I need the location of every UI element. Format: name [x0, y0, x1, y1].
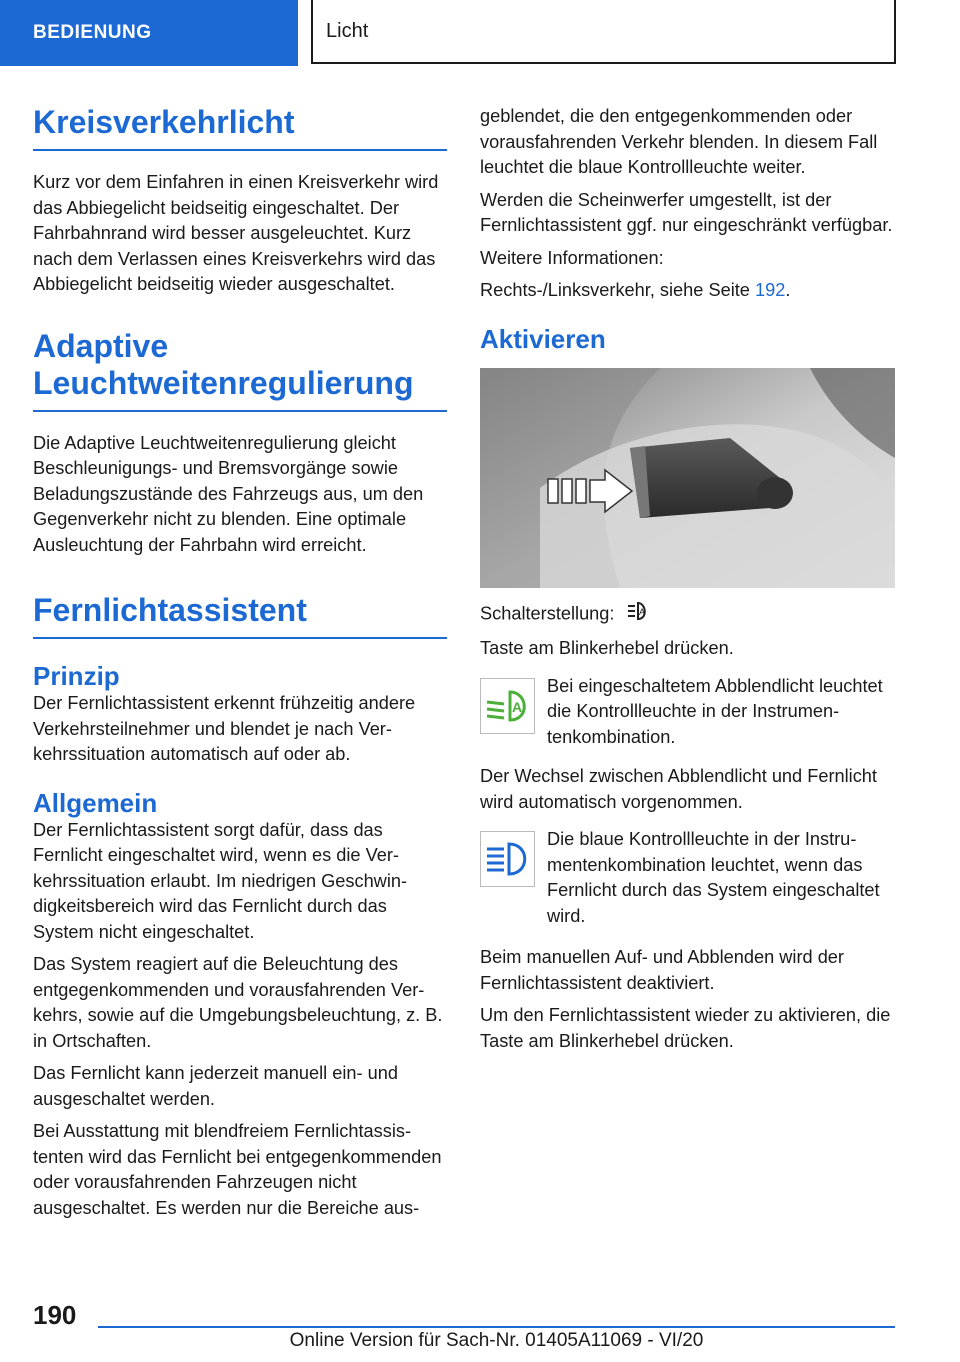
indicator-note-1-text: Bei eingeschaltetem Abblendlicht leuchtet die Kontrollleuchte in der Instrumentenkombination. — [547, 675, 883, 747]
heading-kreisverkehrlicht: Kreisverkehrlicht — [33, 104, 447, 151]
heading-allgemein: Allgemein — [33, 787, 158, 818]
indicator-note-2-text: Die blaue Kontrollleuchte in der Instrumentenkombination leuchtet, wenn das Fernlicht durch das System eingeschaltet wird. — [547, 829, 880, 926]
footer-divider — [98, 1326, 895, 1328]
section-tab — [0, 0, 298, 66]
paragraph-reaktivieren: Um den Fernlichtassistent wieder zu aktivieren, die Taste am Blinkerhebel drücken. — [480, 1005, 891, 1051]
rechts-links-end: . — [785, 280, 791, 300]
chapter-tab — [311, 0, 896, 64]
paragraph-rechts-links — [480, 278, 894, 304]
rechts-links-text: Rechts-/Linksverkehr, siehe Seite — [480, 280, 755, 300]
svg-text:A: A — [639, 606, 646, 617]
paragraph-prinzip: Der Fernlichtassistent erkennt frühzeitig andere Verkehrsteilnehmer und blendet je nach Verkehrssituation automatisch auf oder ab. — [33, 693, 416, 764]
paragraph-taste: Taste am Blinkerhebel drücken. — [480, 638, 734, 658]
chapter-label: Licht — [326, 19, 369, 42]
paragraph-adaptive: Die Adaptive Leuchtweitenregulierung gleicht Beschleunigungs- und Bremsvorgänge sowie Beladungszustände des Fahrzeugs aus, um den Gegenverkehr nicht zu blenden. Eine optimale Ausleuchtung der Fahrbahn wird erreicht. — [33, 432, 424, 555]
indicator-note-1 — [480, 674, 894, 751]
heading-adaptive-line1: Adaptive — [33, 327, 169, 364]
paragraph-weitere: Weitere Informationen: — [480, 247, 664, 268]
green-headlight-icon — [480, 678, 535, 734]
heading-fernlichtassistent: Fernlichtassistent — [33, 592, 447, 639]
paragraph-wechsel: Der Wechsel zwischen Abblendlicht und Fernlicht wird automatisch vorgenommen. — [480, 766, 877, 812]
paragraph-continued: geblendet, die den entgegenkommenden oder vorausfahrenden Verkehr blenden. In diesem Fall leuchtet die blaue Kontrollleuchte weiter. — [480, 106, 878, 177]
blue-high-beam-icon — [480, 831, 535, 887]
auto-high-beam-icon — [626, 600, 650, 630]
paragraph-allgemein-2: Das System reagiert auf die Beleuchtung des entgegenkommenden und vorausfahrenden Verkehrs, sowie auf die Umgebungsbeleuchtung, z. B. in Ortschaften. — [33, 954, 443, 1051]
paragraph-umgestellt: Werden die Scheinwerfer umgestellt, ist der Fernlichtassistent ggf. nur eingeschränkt verfügbar. — [480, 189, 893, 235]
section-label: BEDIENUNG — [33, 22, 152, 43]
blinker-lever-illustration — [480, 368, 895, 588]
footer-online-version: Online Version für Sach-Nr. 01405A11069 - VI/20 — [289, 1330, 704, 1351]
paragraph-allgemein-4: Bei Ausstattung mit blendfreiem Fernlichtassistenten wird das Fernlicht bei entgegenkommenden oder vorausfahrenden Fahrzeugen nicht ausgeschaltet. Es werden nur die Bereiche aus- — [33, 1121, 442, 1218]
paragraph-schalterstellung — [480, 600, 894, 630]
svg-text:A: A — [511, 698, 522, 715]
heading-aktivieren: Aktivieren — [480, 323, 606, 354]
heading-adaptive-line2: Leuchtweitenregulierung — [33, 365, 447, 412]
page-link-192[interactable]: 192 — [754, 280, 786, 300]
heading-prinzip: Prinzip — [33, 661, 120, 691]
paragraph-allgemein-1: Der Fernlichtassistent sorgt dafür, dass das Fernlicht eingeschaltet wird, wenn es die Verkehrssituation erlaubt. Im niedrigen Geschwindigkeitsbereich wird das Fernlicht durch das System nicht eingeschaltet. — [33, 819, 408, 942]
left-column — [33, 104, 447, 1228]
indicator-note-2 — [480, 827, 894, 929]
right-column — [480, 104, 894, 1061]
paragraph-allgemein-3: Das Fernlicht kann jederzeit manuell ein- und ausgeschaltet werden. — [33, 1063, 398, 1109]
paragraph-kreisverkehr: Kurz vor dem Einfahren in einen Kreisverkehr wird das Abbiegelicht beidseitig eingeschaltet. Der Fahrbahnrand wird besser ausgeleuchtet. Kurz nach dem Verlassen eines Kreisverkehrs wird das Abbiegelicht beidseitig wieder ausgeschaltet. — [33, 172, 439, 294]
schalterstellung-label: Schalterstellung: — [480, 603, 615, 624]
page-number: 190 — [33, 1300, 77, 1330]
paragraph-manuell: Beim manuellen Auf- und Abblenden wird der Fernlichtassistent deaktiviert. — [480, 947, 844, 993]
blinker-lever-image — [480, 368, 895, 588]
